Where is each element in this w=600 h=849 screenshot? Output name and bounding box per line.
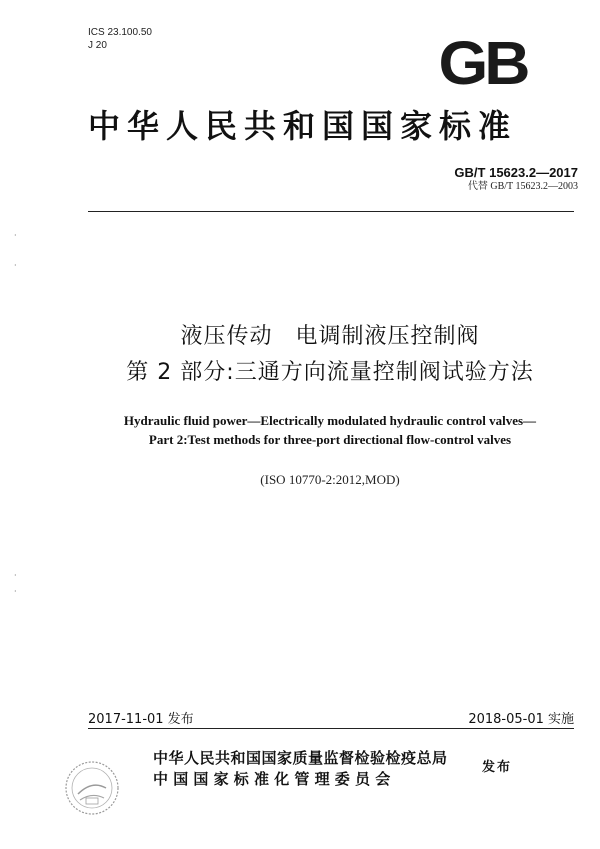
implement-date: 2018-05-01 实施 (468, 712, 574, 727)
margin-mark: · (14, 587, 17, 596)
footer-divider (88, 728, 574, 729)
margin-mark: · (14, 261, 17, 270)
title-en-line2: Part 2:Test methods for three-port directional flow-control valves (148, 432, 512, 447)
margin-mark: · (14, 571, 17, 580)
issuer-line1: 中华人民共和国国家质量监督检验检疫总局 (153, 749, 448, 767)
standard-code: GB/T 15623.2—2017 (454, 165, 578, 180)
ccs-code: J 20 (88, 40, 107, 51)
title-en-line1: Hydraulic fluid power—Electrically modulated hydraulic control valves— (123, 413, 537, 428)
issue-date: 2017-11-01 发布 (88, 712, 194, 727)
title-zh-line2: 第 2 部分:三通方向流量控制阀试验方法 (126, 360, 534, 385)
standard-name: 中华人民共和国国家标准 (88, 107, 518, 145)
margin-mark: · (14, 231, 17, 240)
replaces-code: 代替 GB/T 15623.2—2003 (467, 181, 578, 192)
issuer-line2: 中国国家标准化管理委员会 (153, 770, 396, 788)
title-zh-line1: 液压传动 电调制液压控制阀 (180, 324, 480, 349)
gb-logo (425, 28, 540, 98)
stamp-seal-icon (62, 758, 122, 818)
issued-label: 发布 (482, 760, 513, 775)
ics-code: ICS 23.100.50 (88, 27, 152, 38)
header-divider (88, 211, 574, 212)
iso-reference: (ISO 10770-2:2012,MOD) (260, 472, 400, 487)
gb-logo-text: GB (438, 28, 527, 98)
